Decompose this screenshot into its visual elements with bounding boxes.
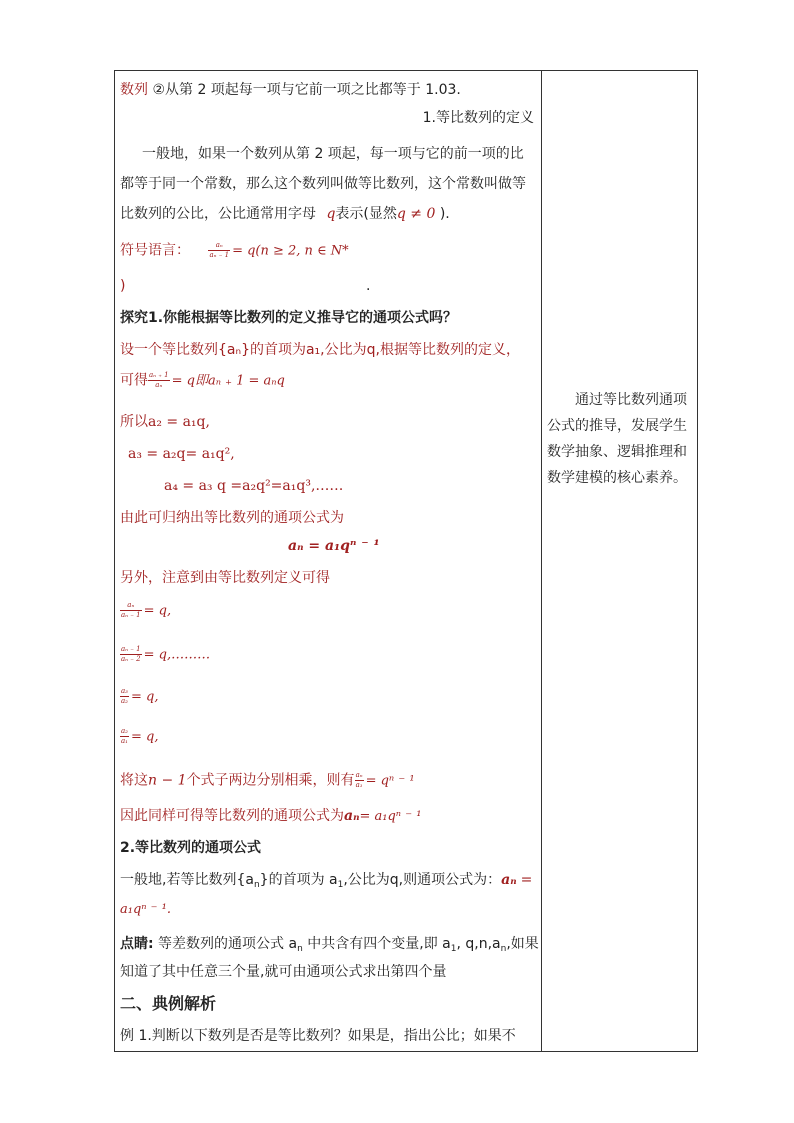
general-term-line-1: 一般地,若等比数列$\{a_n\}$的首项为 $a_1$,公比为q,则通项公式为：aₙ =	[120, 872, 533, 890]
ratio-line-4: $\frac{\text{a₂}}{\text{a₁}}$ = q,	[121, 727, 159, 745]
conclusion-line: 因此同样可得等比数列的通项公式为aₙ= a₁qⁿ ⁻ ¹	[120, 808, 422, 824]
text-segment: 可得	[120, 372, 148, 389]
text-segment: 表示(显然	[335, 206, 397, 222]
design-intent-column	[547, 387, 692, 491]
fraction: $\frac{\text{aₙ}}{\text{aₙ ₋ 1}}$	[121, 601, 141, 619]
text-segment: ②从第 2 项起每一项与它前一项之比都等于 1.03.	[152, 82, 461, 98]
definition-line-3	[120, 205, 450, 223]
section-title-examples: 二、典例解析	[120, 994, 217, 1013]
text-segment: 比数列的公比，公比通常用字母	[120, 206, 316, 222]
text-segment: 数列	[120, 82, 148, 98]
general-term-formula: aₙ = a₁qⁿ ⁻ ¹	[288, 538, 380, 554]
tip-line-2: 知道了其中任意三个量,就可由通项公式求出第四个量	[120, 964, 447, 980]
general-term-line-2: a₁qⁿ ⁻ ¹.	[120, 902, 172, 917]
tip-line-1: 点睛: 等差数列的通项公式 $a_n$ 中共含有四个变量,即 $a_1$, $q,n,a_n$,如果	[120, 936, 539, 954]
derivation-line-4: a₃ = a₂q= a₁q²,	[128, 446, 235, 462]
math-expression: = q即aₙ ₊ 1 = aₙq	[171, 373, 285, 389]
line-1	[120, 81, 461, 99]
ratio-line-3: $\frac{\text{a₃}}{\text{a₂}}$ = q,	[121, 687, 159, 705]
section-title-general-term: 2.等比数列的通项公式	[120, 840, 262, 856]
derivation-line-6: 由此可归纳出等比数列的通项公式为	[120, 510, 344, 526]
ratio-line-1: $\frac{\text{aₙ}}{\text{aₙ ₋ 1}}$ = q,	[121, 601, 172, 619]
symbol-language-line	[120, 241, 349, 261]
example-line-1: 例 1.判断以下数列是否是等比数列？如果是，指出公比；如果不	[120, 1028, 516, 1044]
derivation-line-3: 所以a₂ = a₁q,	[120, 414, 210, 430]
math-expression: = q(n ≥ 2, n ∈ N*	[232, 243, 349, 259]
text-segment: .	[366, 278, 371, 294]
text-segment: 符号语言：	[120, 242, 190, 259]
derivation-line-7: 另外，注意到由等比数列定义可得	[120, 570, 330, 586]
fraction: $\frac{\text{aₙ ₊ 1}}{\text{aₙ}}$	[149, 371, 169, 389]
fraction: $\frac{\text{aₙ}}{\text{aₙ ₋ 1}}$	[209, 241, 230, 259]
math-condition: q ≠ 0	[396, 206, 436, 222]
definition-line-2: 都等于同一个常数，那么这个数列叫做等比数列，这个常数叫做等	[120, 176, 526, 192]
fraction: $\frac{\text{a₂}}{\text{a₁}}$	[121, 727, 128, 745]
derivation-line-5: a₄ = a₃ q =a₂q²=a₁q³,……	[164, 478, 344, 494]
fraction: $\frac{\text{a₃}}{\text{a₂}}$	[121, 687, 128, 705]
derivation-line-1: 设一个等比数列{aₙ}的首项为a₁,公比为q,根据等比数列的定义，	[120, 342, 520, 358]
definition-line-1: 一般地，如果一个数列从第 2 项起，每一项与它的前一项的比	[142, 146, 524, 162]
explore-heading: 探究1.你能根据等比数列的定义推导它的通项公式吗？	[120, 310, 458, 326]
ratio-line-2: $\frac{\text{aₙ ₋ 1}}{\text{aₙ ₋ 2}}$ = q,………	[121, 645, 211, 663]
lesson-table	[114, 70, 698, 1052]
fraction: $\frac{\text{aₙ ₋ 1}}{\text{aₙ ₋ 2}}$	[121, 645, 141, 663]
text-segment: ).	[439, 206, 450, 222]
multiply-line: 将这n − 1个式子两边分别相乘，则有 $\frac{\text{aₙ}}{\text{a₁}}$ = qⁿ ⁻ ¹	[120, 771, 415, 789]
fraction: $\frac{\text{aₙ}}{\text{a₁}}$	[355, 771, 363, 789]
section-title-definition: 1.等比数列的定义	[422, 110, 534, 126]
symbol-language-close	[120, 277, 530, 295]
column-divider	[541, 71, 542, 1051]
math-q: q	[326, 206, 336, 222]
design-intent-text: 通过等比数列通项公式的推导，发展学生数学抽象、逻辑推理和数学建模的核心素养。	[547, 392, 687, 486]
derivation-line-2	[120, 371, 285, 391]
text-segment: )	[120, 278, 126, 294]
